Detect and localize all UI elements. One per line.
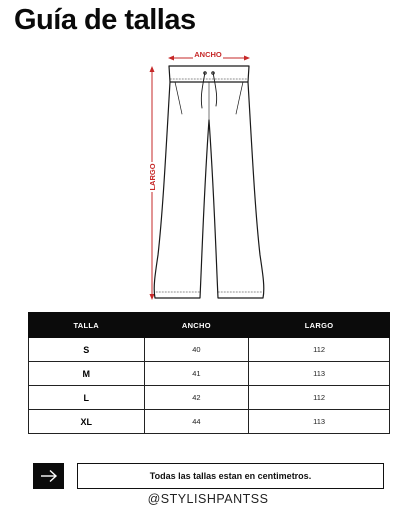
width-dimension [168,50,250,61]
header-width: ANCHO [144,313,249,338]
length-cell: 112 [249,386,390,410]
width-cell: 42 [144,386,249,410]
width-label: ANCHO [194,50,222,59]
length-cell: 113 [249,362,390,386]
arrow-right-icon [40,469,58,483]
size-cell: M [29,362,145,386]
table-header-row [29,313,390,338]
arrow-button[interactable] [33,463,64,489]
pants-outline [154,66,264,298]
width-cell: 40 [144,338,249,362]
size-cell: XL [29,410,145,434]
page-title: Guía de tallas [14,4,196,36]
size-table [28,312,390,434]
table-row [29,338,390,362]
width-cell: 44 [144,410,249,434]
length-cell: 112 [249,338,390,362]
table-row [29,410,390,434]
length-label: LARGO [148,163,157,191]
size-cell: L [29,386,145,410]
table-row [29,362,390,386]
width-cell: 41 [144,362,249,386]
header-size: TALLA [29,313,145,338]
length-cell: 113 [249,410,390,434]
table-row [29,386,390,410]
size-cell: S [29,338,145,362]
brand-handle: @STYLISHPANTSS [147,492,269,506]
units-note [77,463,384,489]
units-note-text: Todas las tallas estan en centimetros. [149,471,312,481]
header-length: LARGO [249,313,390,338]
